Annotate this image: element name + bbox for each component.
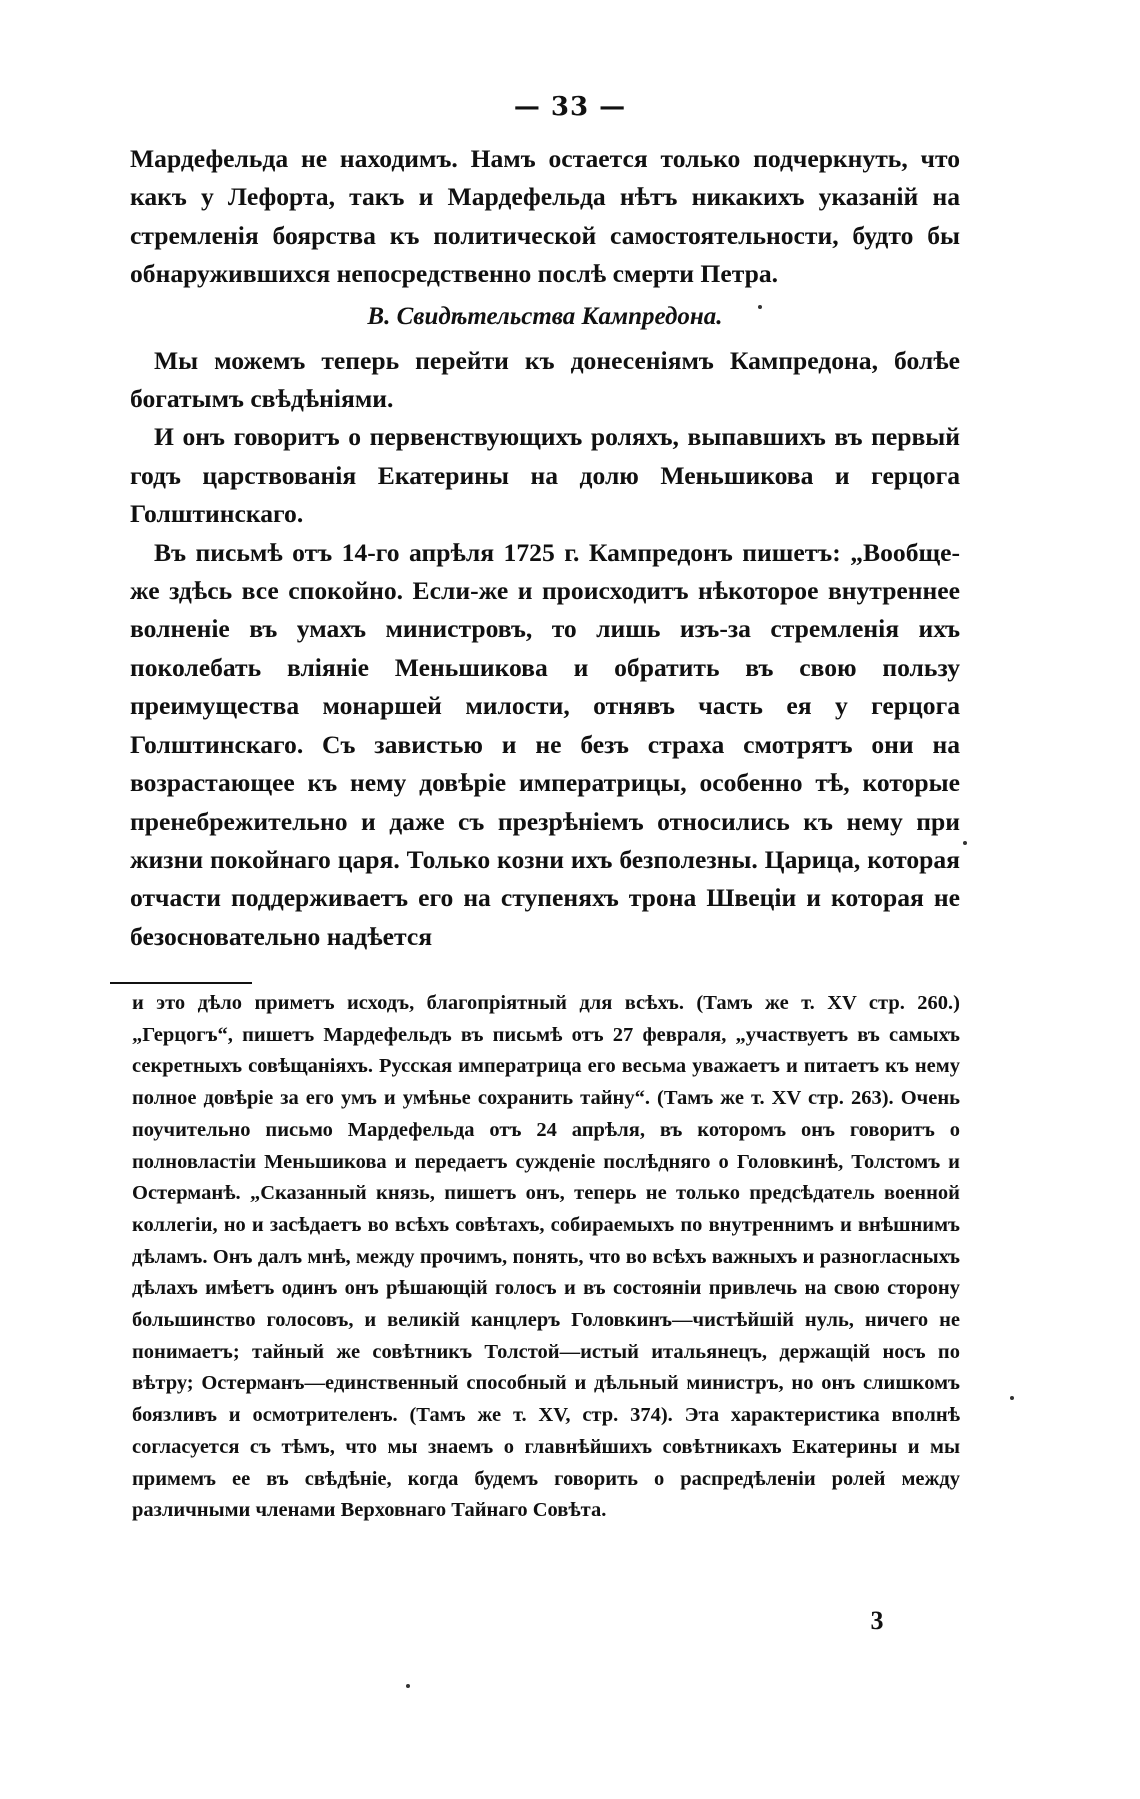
ink-speck — [406, 1684, 410, 1688]
section-heading: В. Свидѣтельства Кампредона. — [367, 302, 723, 330]
paragraph-1: Мардефельда не находимъ. Намъ остается только подчеркнуть, что какъ у Лефорта, такъ и Мардефельда нѣтъ никакихъ указаній на стремленія боярства къ политической самостоятельности, будто бы обнаружившихся непосредственно послѣ смерти Петра. — [130, 144, 960, 289]
page-number: — 33 — — [513, 92, 627, 122]
printer-signature-mark: 3 — [870, 1606, 884, 1635]
footnote-text: и это дѣло приметъ исходъ, благопріятный для всѣхъ. (Тамъ же т. XV стр. 260.) „Герцогъ“, пишетъ Мардефельдъ въ письмѣ отъ 27 февраля, „участвуетъ въ самыхъ секретныхъ совѣщаніяхъ. Русская императрица его весьма уважаетъ и питаетъ къ нему полное довѣріе за его умъ и умѣнье сохранить тайну“. (Тамъ же т. XV стр. 263). Очень поучительно письмо Мардефельда отъ 24 апрѣля, въ которомъ онъ говоритъ о полновластіи Меньшикова и передаетъ сужденіе послѣдняго о Головкинѣ, Толстомъ и Остерманѣ. „Сказанный князь, пишетъ онъ, теперь не только предсѣдатель военной коллегіи, но и засѣдаетъ во всѣхъ совѣтахъ, собираемыхъ по внутреннимъ и внѣшнимъ дѣламъ. Онъ далъ мнѣ, между прочимъ, понять, что во всѣхъ важныхъ и разногласныхъ дѣлахъ имѣетъ одинъ онъ рѣшающій голосъ и въ состояніи привлечь на свою сторону большинство голосовъ, и великій канцлеръ Головкинъ—чистѣйшій нуль, ничего не понимаетъ; тайный же совѣтникъ Толстой—истый итальянецъ, держащій носъ по вѣтру; Остерманъ—единственный способный и дѣльный министръ, но онъ слишкомъ боязливъ и осмотрителенъ. (Тамъ же т. XV, стр. 374). Эта характеристика вполнѣ согласуется съ тѣмъ, что мы знаемъ о главнѣйшихъ совѣтникахъ Екатерины и мы примемъ ее въ свѣдѣніе, когда будемъ говорить о распредѣленіи ролей между различными членами Верховнаго Тайнаго Совѣта. — [132, 992, 960, 1522]
footnote — [132, 988, 960, 1527]
ink-speck — [1010, 1396, 1014, 1400]
paragraph-2: Мы можемъ теперь перейти къ донесеніямъ Кампредона, болѣе богатымъ свѣдѣніями. — [130, 345, 960, 414]
main-text — [130, 140, 960, 956]
ink-speck — [963, 841, 967, 845]
footnote-divider — [110, 982, 252, 984]
ink-speck — [758, 305, 762, 309]
paragraph-4: Въ письмѣ отъ 14-го апрѣля 1725 г. Кампредонъ пишетъ: „Вообще-же здѣсь все спокойно. Если-же и происходитъ нѣкоторое внутреннее волненіе въ умахъ министровъ, то лишь изъ-за стремленія ихъ поколебать вліяніе Меньшикова и обратить въ свою пользу преимущества монаршей милости, отнявъ часть ея у герцога Голштинскаго. Съ завистью и не безъ страха смотрятъ они на возрастающее къ нему довѣріе императрицы, особенно тѣ, которые пренебрежительно и даже съ презрѣніемъ относились къ нему при жизни покойнаго царя. Только козни ихъ безполезны. Царица, которая отчасти поддерживаетъ его на ступеняхъ трона Швеціи и которая не безосновательно надѣется — [130, 537, 960, 951]
paragraph-3: И онъ говоритъ о первенствующихъ роляхъ, выпавшихъ въ первый годъ царствованія Екатерины на долю Меньшикова и герцога Голштинскаго. — [130, 422, 960, 529]
